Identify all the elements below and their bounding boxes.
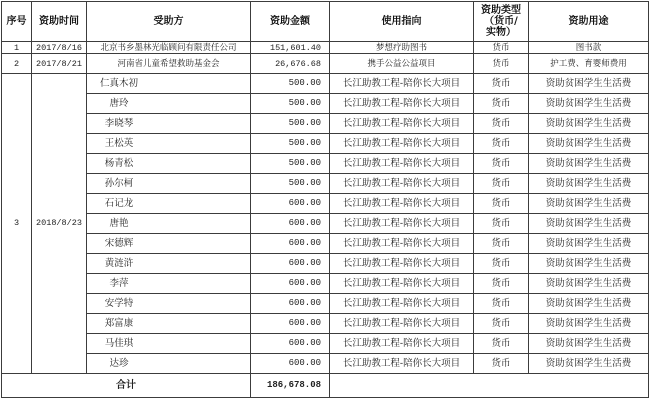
table-row <box>2 114 649 134</box>
purpose-cell: 资助贫困学生生活费 <box>529 94 649 114</box>
recipient-cell: 河南省儿童希望救助基金会 <box>87 54 251 74</box>
recipient-cell <box>87 354 251 374</box>
table-row <box>2 254 649 274</box>
total-amount: 186,678.08 <box>251 374 330 398</box>
type-cell: 货币 <box>474 294 529 314</box>
date-cell: 2017/8/16 <box>32 42 87 54</box>
table-row <box>2 334 649 354</box>
header-type-line: 实物） <box>486 27 516 38</box>
purpose-cell: 资助贫困学生生活费 <box>529 214 649 234</box>
header-index: 序号 <box>2 2 32 42</box>
purpose-cell: 图书款 <box>529 42 649 54</box>
type-cell: 货币 <box>474 354 529 374</box>
table-row <box>2 274 649 294</box>
recipient-name: 孙尔柯 <box>104 178 134 189</box>
usage-cell: 梦想疗助图书 <box>330 42 474 54</box>
purpose-cell: 护工费、育婴师费用 <box>529 54 649 74</box>
amount-cell: 600.00 <box>251 334 330 354</box>
table-row <box>2 294 649 314</box>
recipient-cell <box>87 174 251 194</box>
type-cell: 货币 <box>474 254 529 274</box>
table-row <box>2 194 649 214</box>
recipient-cell <box>87 194 251 214</box>
amount-cell: 500.00 <box>251 114 330 134</box>
table-row <box>2 354 649 374</box>
type-cell: 货币 <box>474 214 529 234</box>
usage-cell: 长江助教工程-陪你长大项目 <box>330 74 474 94</box>
purpose-cell: 资助贫困学生生活费 <box>529 74 649 94</box>
table-row <box>2 42 649 54</box>
usage-cell: 长江助教工程-陪你长大项目 <box>330 134 474 154</box>
amount-cell: 600.00 <box>251 254 330 274</box>
usage-cell: 携手公益公益项目 <box>330 54 474 74</box>
header-row <box>2 2 649 42</box>
usage-cell: 长江助教工程-陪你长大项目 <box>330 174 474 194</box>
table-row <box>2 174 649 194</box>
purpose-cell: 资助贫困学生生活费 <box>529 334 649 354</box>
type-cell: 货币 <box>474 42 529 54</box>
header-amount: 资助金额 <box>251 2 330 42</box>
usage-cell: 长江助教工程-陪你长大项目 <box>330 114 474 134</box>
purpose-cell: 资助贫困学生生活费 <box>529 274 649 294</box>
recipient-name: 黄涟浒 <box>104 258 134 269</box>
purpose-cell: 资助贫困学生生活费 <box>529 254 649 274</box>
recipient-name: 宋德辉 <box>104 238 134 249</box>
usage-cell: 长江助教工程-陪你长大项目 <box>330 294 474 314</box>
table-row <box>2 74 649 94</box>
index-cell: 1 <box>2 42 32 54</box>
recipient-cell <box>87 94 251 114</box>
purpose-cell: 资助贫困学生生活费 <box>529 154 649 174</box>
type-cell: 货币 <box>474 334 529 354</box>
recipient-cell <box>87 274 251 294</box>
recipient-cell <box>87 74 251 94</box>
table-row <box>2 134 649 154</box>
usage-cell: 长江助教工程-陪你长大项目 <box>330 334 474 354</box>
recipient-name: 杨青松 <box>104 158 134 169</box>
type-cell: 货币 <box>474 74 529 94</box>
purpose-cell: 资助贫困学生生活费 <box>529 194 649 214</box>
purpose-cell: 资助贫困学生生活费 <box>529 174 649 194</box>
recipient-cell <box>87 334 251 354</box>
amount-cell: 600.00 <box>251 354 330 374</box>
type-cell: 货币 <box>474 174 529 194</box>
recipient-name: 唐玲 <box>109 98 129 109</box>
type-cell: 货币 <box>474 54 529 74</box>
recipient-cell <box>87 314 251 334</box>
purpose-cell: 资助贫困学生生活费 <box>529 314 649 334</box>
table-row <box>2 154 649 174</box>
table-row <box>2 234 649 254</box>
amount-cell: 600.00 <box>251 194 330 214</box>
table-row <box>2 214 649 234</box>
usage-cell: 长江助教工程-陪你长大项目 <box>330 234 474 254</box>
usage-cell: 长江助教工程-陪你长大项目 <box>330 254 474 274</box>
usage-cell: 长江助教工程-陪你长大项目 <box>330 214 474 234</box>
purpose-cell: 资助贫困学生生活费 <box>529 234 649 254</box>
usage-cell: 长江助教工程-陪你长大项目 <box>330 354 474 374</box>
amount-cell: 500.00 <box>251 94 330 114</box>
header-recipient: 受助方 <box>87 2 251 42</box>
date-cell: 2017/8/21 <box>32 54 87 74</box>
recipient-name: 仁真木初 <box>99 78 138 89</box>
recipient-cell <box>87 114 251 134</box>
index-cell: 2 <box>2 54 32 74</box>
amount-cell: 151,601.40 <box>251 42 330 54</box>
type-cell: 货币 <box>474 114 529 134</box>
header-purpose: 资助用途 <box>529 2 649 42</box>
amount-cell: 500.00 <box>251 74 330 94</box>
usage-cell: 长江助教工程-陪你长大项目 <box>330 194 474 214</box>
total-empty-cell <box>330 374 649 398</box>
amount-cell: 500.00 <box>251 174 330 194</box>
recipient-name: 李晓琴 <box>104 118 134 129</box>
amount-cell: 600.00 <box>251 234 330 254</box>
recipient-cell <box>87 294 251 314</box>
total-label: 合计 <box>2 374 251 398</box>
table-row <box>2 314 649 334</box>
table-row <box>2 54 649 74</box>
type-cell: 货币 <box>474 194 529 214</box>
amount-cell: 500.00 <box>251 154 330 174</box>
type-cell: 货币 <box>474 154 529 174</box>
amount-cell: 500.00 <box>251 134 330 154</box>
type-cell: 货币 <box>474 234 529 254</box>
header-date: 资助时间 <box>32 2 87 42</box>
type-cell: 货币 <box>474 274 529 294</box>
recipient-name: 王松英 <box>104 138 134 149</box>
recipient-name: 唐艳 <box>109 218 129 229</box>
purpose-cell: 资助贫困学生生活费 <box>529 294 649 314</box>
date-cell: 2018/8/23 <box>32 74 87 374</box>
recipient-cell <box>87 214 251 234</box>
amount-cell: 600.00 <box>251 294 330 314</box>
header-usage: 使用指向 <box>330 2 474 42</box>
usage-cell: 长江助教工程-陪你长大项目 <box>330 94 474 114</box>
type-cell: 货币 <box>474 314 529 334</box>
recipient-cell <box>87 254 251 274</box>
amount-cell: 26,676.68 <box>251 54 330 74</box>
recipient-cell: 北京书乡墨林光临顾问有限责任公司 <box>87 42 251 54</box>
usage-cell: 长江助教工程-陪你长大项目 <box>330 314 474 334</box>
recipient-cell <box>87 134 251 154</box>
recipient-cell <box>87 154 251 174</box>
purpose-cell: 资助贫困学生生活费 <box>529 354 649 374</box>
header-type-line: （货币/ <box>484 16 518 27</box>
amount-cell: 600.00 <box>251 314 330 334</box>
amount-cell: 600.00 <box>251 274 330 294</box>
type-cell: 货币 <box>474 134 529 154</box>
usage-cell: 长江助教工程-陪你长大项目 <box>330 154 474 174</box>
recipient-name: 石记龙 <box>104 198 134 209</box>
header-type <box>474 2 529 42</box>
recipient-name: 达珍 <box>109 358 129 369</box>
header-type-line: 资助类型 <box>481 5 521 16</box>
table-row <box>2 94 649 114</box>
recipient-cell <box>87 234 251 254</box>
total-row <box>2 374 649 398</box>
recipient-name: 李萍 <box>109 278 129 289</box>
recipient-name: 安学特 <box>104 298 134 309</box>
purpose-cell: 资助贫困学生生活费 <box>529 114 649 134</box>
donation-table <box>1 1 649 398</box>
index-cell: 3 <box>2 74 32 374</box>
type-cell: 货币 <box>474 94 529 114</box>
amount-cell: 600.00 <box>251 214 330 234</box>
purpose-cell: 资助贫困学生生活费 <box>529 134 649 154</box>
recipient-name: 马佳琪 <box>104 338 134 349</box>
recipient-name: 郑富康 <box>104 318 134 329</box>
usage-cell: 长江助教工程-陪你长大项目 <box>330 274 474 294</box>
